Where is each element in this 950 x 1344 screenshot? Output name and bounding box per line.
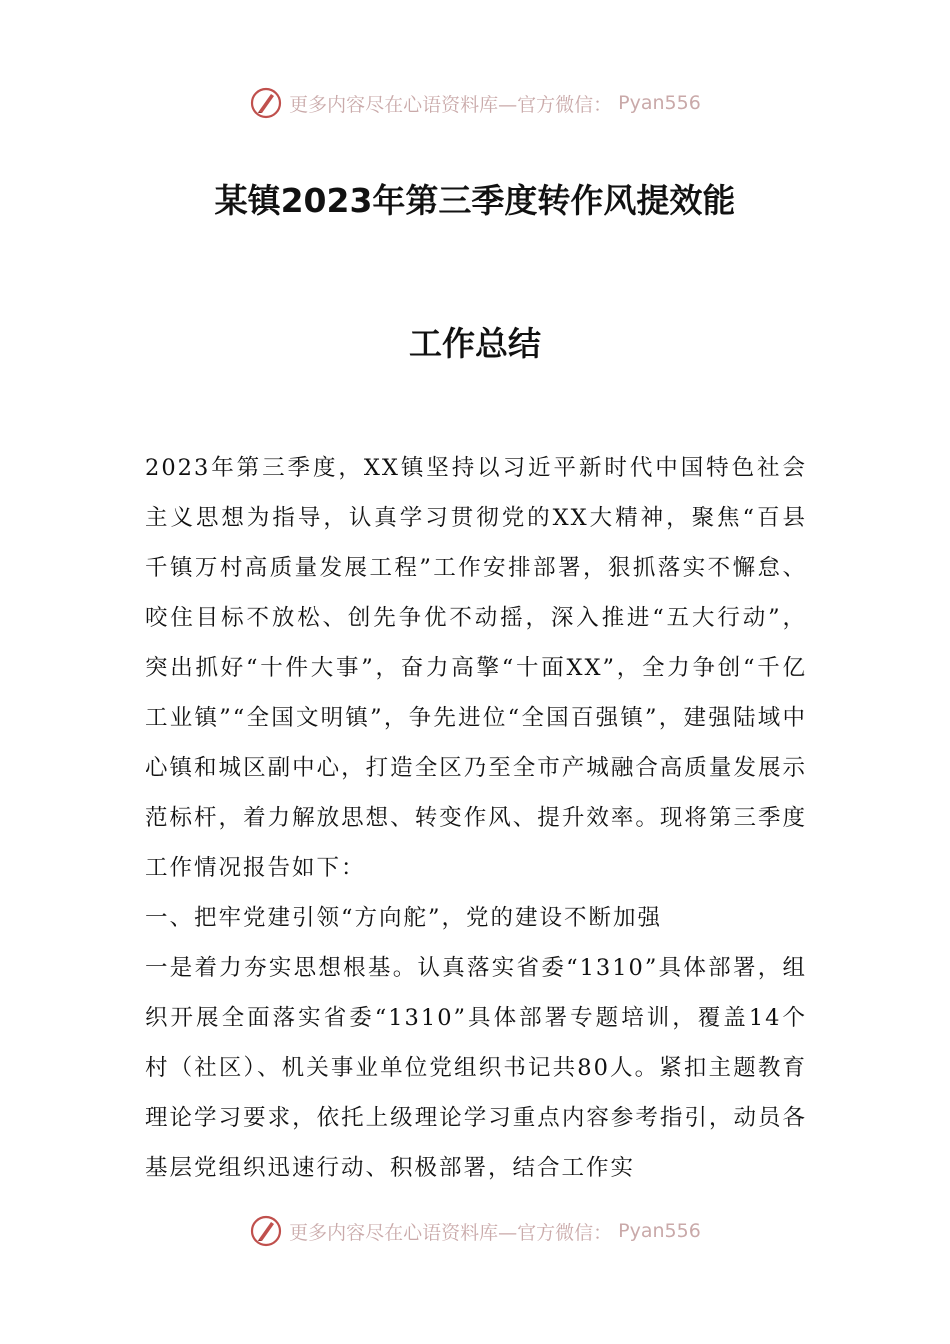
watermark-wechat-id: Pyan556 [618,1220,701,1242]
section-heading-1: 一、把牢党建引领“方向舵”，党的建设不断加强 [145,905,663,931]
watermark-text: 更多内容尽在心语资料库—官方微信： [289,1221,613,1244]
watermark-text: 更多内容尽在心语资料库—官方微信： [289,93,613,116]
document-body [145,443,807,1193]
section-1-paragraph-1: 一是着力夯实思想根基。认真落实省委“1310”具体部署，组织开展全面落实省委“1310”具体部署专题培训，覆盖14个村（社区）、机关事业单位党组织书记共80人。紧扣主题教育理论学习要求，依托上级理论学习重点内容参考指引，动员各基层党组织迅速行动、积极部署，结合工作实 [145,955,807,1181]
watermark-header [0,83,950,123]
intro-paragraph: 2023年第三季度，XX镇坚持以习近平新时代中国特色社会主义思想为指导，认真学习贯彻党的XX大精神，聚焦“百县千镇万村高质量发展工程”工作安排部署，狠抓落实不懈怠、咬住目标不放松、创先争优不动摇，深入推进“五大行动”，突出抓好“十件大事”，奋力高擎“十面XX”，全力争创“千亿工业镇”“全国文明镇”，争先进位“全国百强镇”，建强陆域中心镇和城区副中心，打造全区乃至全市产城融合高质量发展示范标杆，着力解放思想、转变作风、提升效率。现将第三季度工作情况报告如下： [145,455,807,881]
pen-logo-icon [249,86,283,120]
watermark-footer [0,1211,950,1251]
pen-logo-icon [249,1214,283,1248]
document-title-line-2: 工作总结 [409,324,541,363]
watermark-wechat-id: Pyan556 [618,92,701,114]
document-title-line-1: 某镇2023年第三季度转作风提效能 [214,181,736,220]
